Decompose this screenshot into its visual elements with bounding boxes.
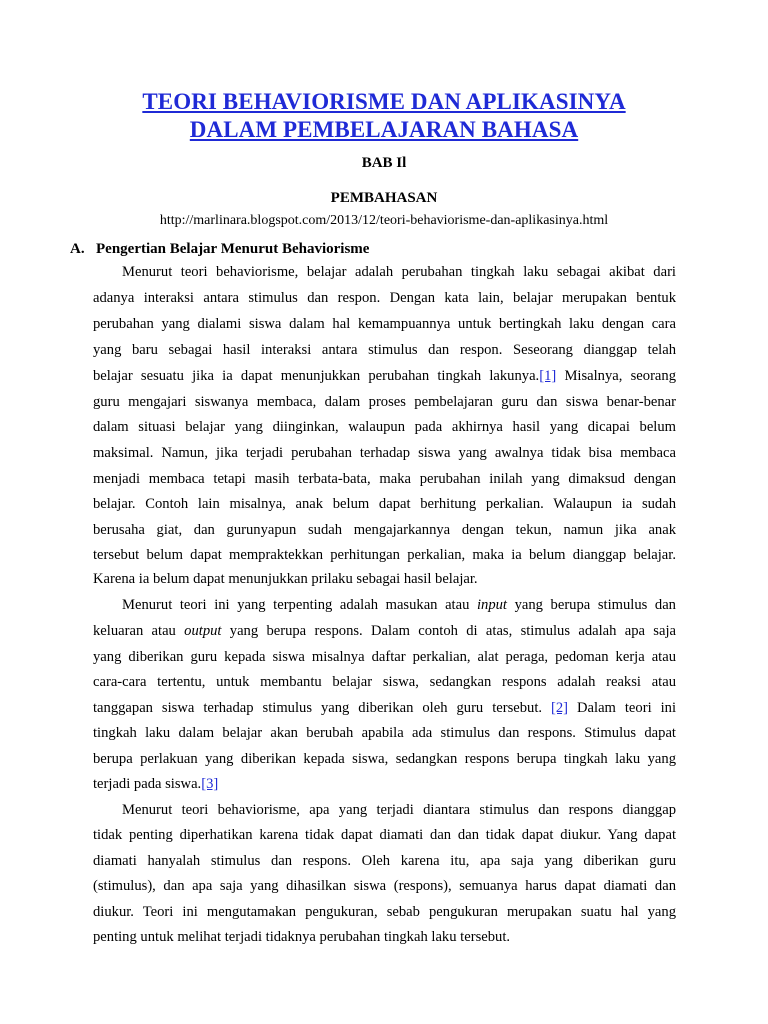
document-title-line-2: DALAM PEMBELAJARAN BAHASA bbox=[189, 117, 579, 142]
p2-line-8-text: terjadi pada siswa. bbox=[93, 776, 202, 792]
p3-line-2: tidak penting diperhatikan karena tidak dapat diamati dan dan tidak dapat diukur. Yang dapat bbox=[93, 827, 676, 843]
heading-a-text: Pengertian Belajar Menurut Behaviorisme bbox=[96, 241, 370, 257]
p2-line-5-text-a: tanggapan siswa terhadap stimulus yang diberikan oleh guru tersebut. bbox=[93, 700, 552, 716]
p1-line-11: berusaha giat, dan gurunyapun sudah mengajarkannya dengan tekun, namun jika anak bbox=[93, 522, 676, 538]
p2-line-1 bbox=[122, 596, 676, 614]
p2-line-4: cara-cara tertentu, untuk membantu belajar siswa, sedangkan respons adalah reaksi atau bbox=[93, 674, 676, 690]
p1-line-5-text-b: Misalnya, seorang bbox=[556, 368, 676, 384]
p3-line-4: (stimulus), dan apa saja yang dihasilkan siswa (respons), semuanya harus dapat diamati dan bbox=[93, 878, 676, 894]
p1-line-3: perubahan yang dialami siswa dalam hal kemampuannya untuk bertingkah laku dengan cara bbox=[93, 316, 676, 332]
p2-line-6: tingkah laku dalam belajar akan berubah apabila ada stimulus dan respons. Stimulus dapat bbox=[93, 725, 676, 741]
source-url: http://marlinara.blogspot.com/2013/12/teori-behaviorisme-dan-aplikasinya.html bbox=[159, 213, 609, 228]
p2-line-7: berupa perlakuan yang diberikan kepada siswa, sedangkan respons berupa tingkah laku yang bbox=[93, 751, 676, 767]
p1-line-1: Menurut teori behaviorisme, belajar adalah perubahan tingkah laku sebagai akibat dari bbox=[122, 264, 676, 280]
p1-line-6: guru mengajari siswanya membaca, dalam proses pembelajaran guru dan siswa benar-benar bbox=[93, 394, 676, 410]
p1-line-9: menjadi membaca tetapi masih terbata-bata, maka perubahan inilah yang dimaksud dengan bbox=[93, 471, 676, 487]
footnote-ref-3[interactable]: [3] bbox=[201, 776, 219, 792]
p2-line-8 bbox=[93, 775, 676, 793]
p2-line-2 bbox=[93, 622, 676, 640]
p1-line-10: belajar. Contoh lain misalnya, anak belum dapat berhitung perkalian. Walaupun ia sudah bbox=[93, 496, 676, 512]
p1-line-7: dalam situasi belajar yang diinginkan, walaupun pada akhirnya hasil yang dicapai belum bbox=[93, 419, 676, 435]
p1-line-2: adanya interaksi antara stimulus dan respon. Dengan kata lain, belajar merupakan bentuk bbox=[93, 290, 676, 306]
document-title-line-1: TEORI BEHAVIORISME DAN APLIKASINYA bbox=[142, 89, 626, 114]
p3-line-5: diukur. Teori ini mengutamakan pengukuran, sebab pengukuran merupakan suatu hal yang bbox=[93, 904, 676, 920]
p1-line-12: tersebut belum dapat mempraktekkan perhitungan perkalian, maka ia belum dianggap belajar. bbox=[93, 547, 676, 563]
p2-line-2-text-a: keluaran atau bbox=[93, 623, 185, 639]
p2-line-1-text-b: yang berupa stimulus dan bbox=[506, 597, 676, 613]
footnote-ref-1[interactable]: [1] bbox=[539, 368, 557, 384]
heading-a-letter: A. bbox=[70, 241, 85, 257]
input-term: input bbox=[476, 597, 507, 613]
output-term: output bbox=[184, 623, 222, 639]
p2-line-3: yang diberikan guru kepada siswa misalnya daftar perkalian, alat peraga, pedoman kerja atau bbox=[93, 649, 676, 665]
p1-line-5 bbox=[93, 367, 676, 385]
heading-a bbox=[70, 240, 369, 258]
p2-line-1-text-a: Menurut teori ini yang terpenting adalah masukan atau bbox=[122, 597, 477, 613]
footnote-ref-2[interactable]: [2] bbox=[551, 700, 569, 716]
p2-line-2-text-b: yang berupa respons. Dalam contoh di atas, stimulus adalah apa saja bbox=[221, 623, 676, 639]
p3-line-6: penting untuk melihat terjadi tidaknya perubahan tingkah laku tersebut. bbox=[93, 929, 511, 945]
p3-line-1: Menurut teori behaviorisme, apa yang terjadi diantara stimulus dan respons dianggap bbox=[122, 802, 676, 818]
p1-line-13: Karena ia belum dapat menunjukkan prilaku sebagai hasil belajar. bbox=[93, 571, 478, 587]
p1-line-8: maksimal. Namun, jika terjadi perubahan terhadap siswa yang awalnya tidak bisa membaca bbox=[93, 445, 676, 461]
section-title: PEMBAHASAN bbox=[330, 190, 438, 206]
p2-line-5-text-b: Dalam teori ini bbox=[568, 700, 676, 716]
chapter-label: BAB Il bbox=[361, 155, 407, 171]
p1-line-5-text-a: belajar sesuatu jika ia dapat menunjukkan perubahan tingkah lakunya. bbox=[93, 368, 540, 384]
p2-line-5 bbox=[93, 699, 676, 717]
p1-line-4: yang baru sebagai hasil interaksi antara stimulus dan respon. Seseorang dianggap telah bbox=[93, 342, 676, 358]
p3-line-3: diamati hanyalah stimulus dan respons. Oleh karena itu, apa saja yang diberikan guru bbox=[93, 853, 676, 869]
